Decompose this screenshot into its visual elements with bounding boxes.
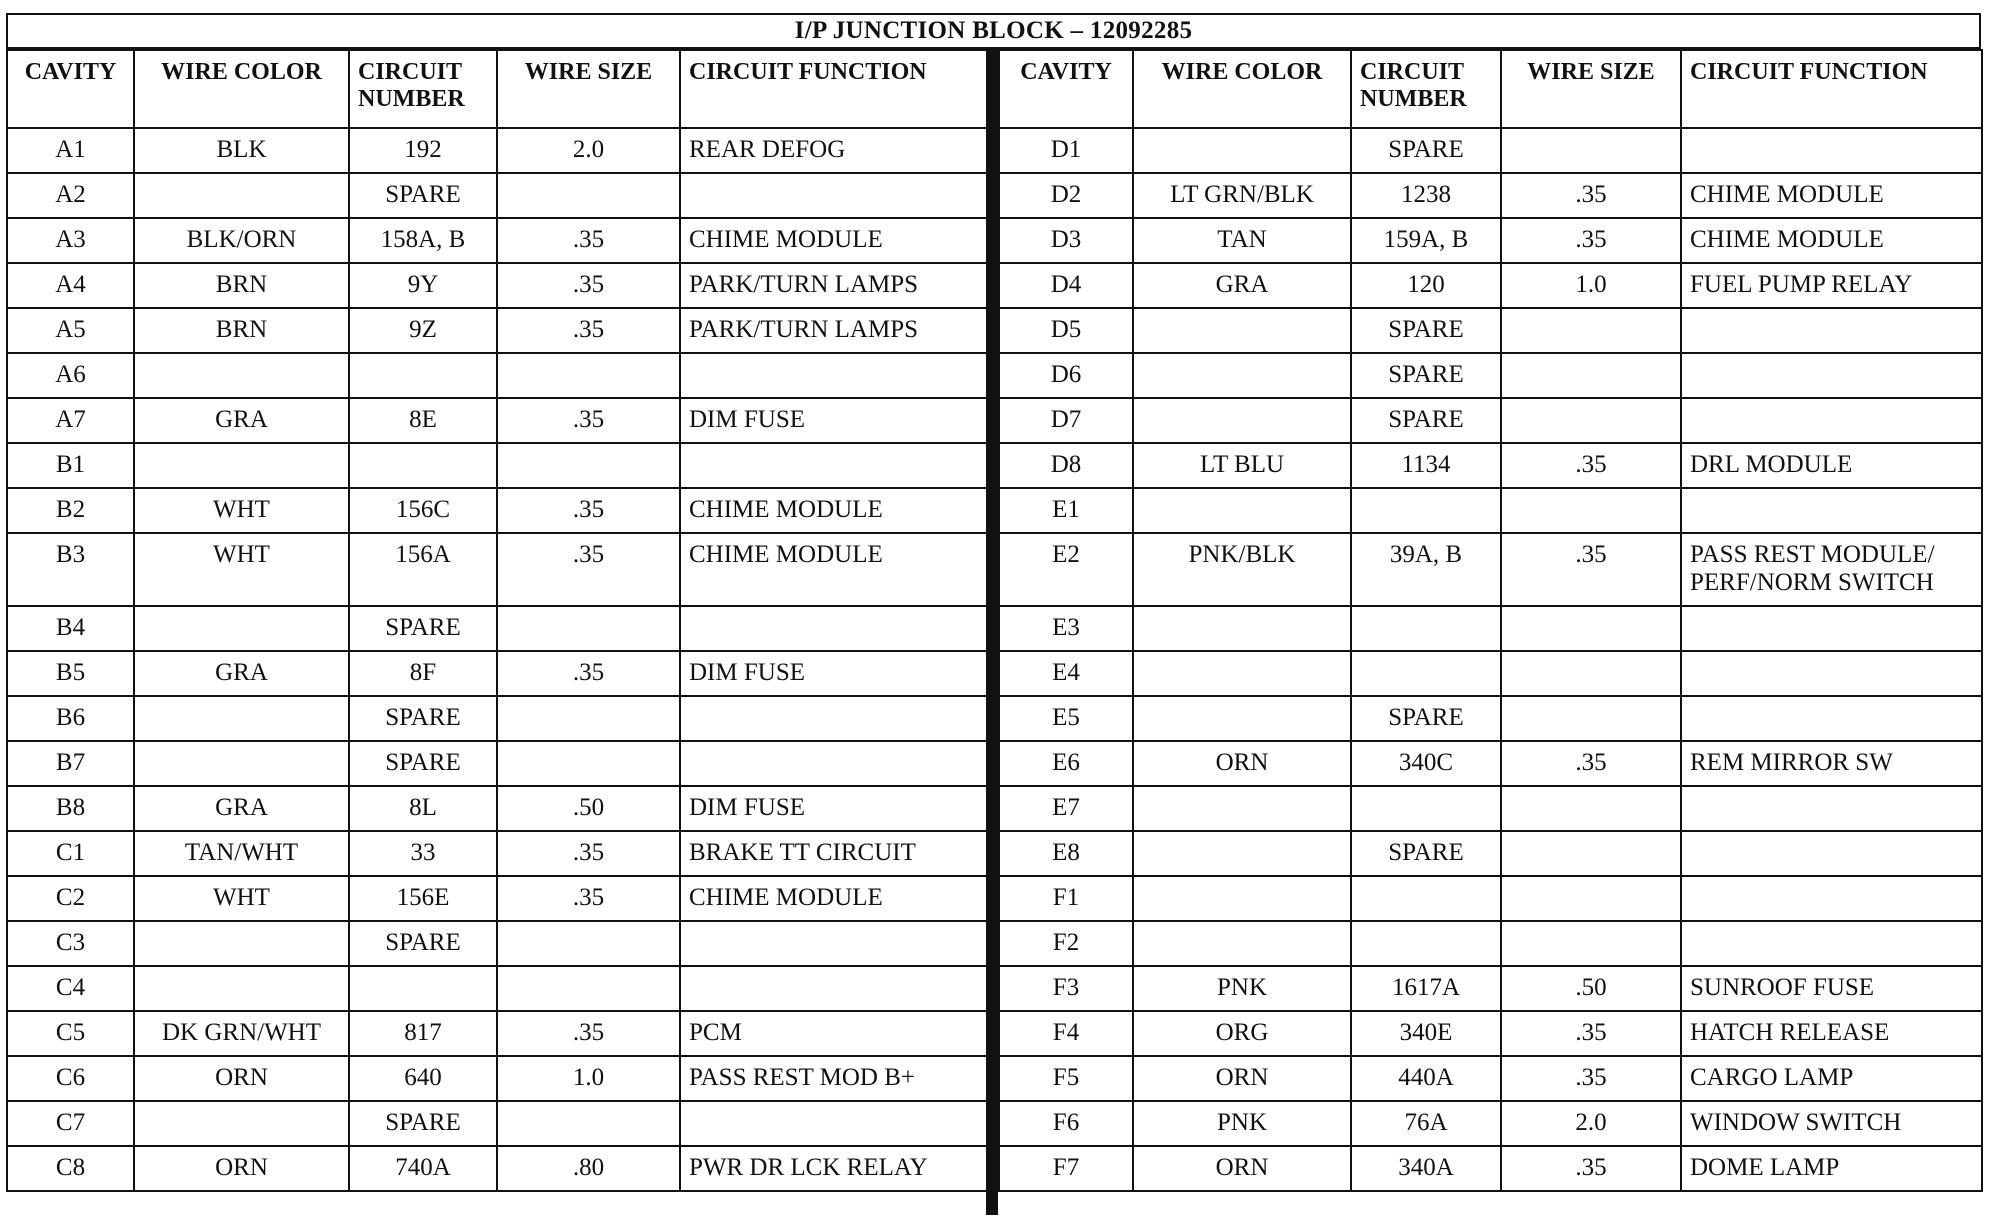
cell-wire-size: .35: [497, 308, 680, 353]
cell-wire-color: LT GRN/BLK: [1133, 173, 1351, 218]
cell-wire-color: [134, 696, 349, 741]
cell-circuit-function: [680, 173, 987, 218]
cell-wire-color: GRA: [1133, 263, 1351, 308]
cell-wire-size: [1501, 353, 1681, 398]
cell-circuit-function: REAR DEFOG: [680, 128, 987, 173]
cell-wire-color: LT BLU: [1133, 443, 1351, 488]
cell-circuit-number: 8F: [349, 651, 497, 696]
cell-wire-color: WHT: [134, 876, 349, 921]
cell-wire-size: [497, 966, 680, 1011]
cell-circuit-number: 158A, B: [349, 218, 497, 263]
cell-circuit-function: [1681, 831, 1982, 876]
cell-circuit-number: SPARE: [349, 741, 497, 786]
header-wire-size: WIRE SIZE: [1501, 50, 1681, 128]
cell-wire-size: [1501, 831, 1681, 876]
left-header-row: [7, 50, 987, 128]
cell-wire-size: .35: [497, 533, 680, 606]
cell-circuit-function: HATCH RELEASE: [1681, 1011, 1982, 1056]
cell-circuit-function: [1681, 876, 1982, 921]
cell-cavity: D4: [999, 263, 1133, 308]
cell-cavity: E7: [999, 786, 1133, 831]
cell-circuit-number: 33: [349, 831, 497, 876]
cell-cavity: B8: [7, 786, 134, 831]
cell-wire-color: [134, 1101, 349, 1146]
cell-circuit-function: PARK/TURN LAMPS: [680, 308, 987, 353]
cell-wire-color: WHT: [134, 533, 349, 606]
cell-circuit-number: SPARE: [1351, 308, 1501, 353]
header-wire-color: WIRE COLOR: [134, 50, 349, 128]
table-row: [7, 651, 987, 696]
cell-cavity: D2: [999, 173, 1133, 218]
cell-wire-color: ORN: [1133, 741, 1351, 786]
cell-cavity: E6: [999, 741, 1133, 786]
cell-wire-size: .35: [497, 263, 680, 308]
right-cavity-table-section: [998, 49, 1981, 1192]
cell-circuit-function: DIM FUSE: [680, 651, 987, 696]
cell-circuit-number: SPARE: [349, 1101, 497, 1146]
cell-cavity: E2: [999, 533, 1133, 606]
left-cavity-table: [6, 49, 988, 1192]
cell-wire-size: .35: [497, 651, 680, 696]
table-row: [999, 533, 1982, 606]
cell-cavity: C6: [7, 1056, 134, 1101]
cell-wire-size: 2.0: [1501, 1101, 1681, 1146]
cell-wire-color: [1133, 398, 1351, 443]
cell-cavity: E4: [999, 651, 1133, 696]
header-circuit-number: CIRCUIT NUMBER: [1351, 50, 1501, 128]
cell-wire-size: [497, 1101, 680, 1146]
cell-circuit-function: SUNROOF FUSE: [1681, 966, 1982, 1011]
cell-wire-color: GRA: [134, 786, 349, 831]
cell-circuit-function: [680, 966, 987, 1011]
cell-cavity: A5: [7, 308, 134, 353]
table-row: [7, 443, 987, 488]
cell-circuit-number: 9Z: [349, 308, 497, 353]
cell-circuit-function: [1681, 606, 1982, 651]
cell-circuit-number: 192: [349, 128, 497, 173]
cell-circuit-number: [1351, 651, 1501, 696]
cell-circuit-function: REM MIRROR SW: [1681, 741, 1982, 786]
center-divider: [986, 49, 998, 1215]
header-cavity: CAVITY: [999, 50, 1133, 128]
cell-cavity: E1: [999, 488, 1133, 533]
cell-cavity: D1: [999, 128, 1133, 173]
cell-cavity: F7: [999, 1146, 1133, 1191]
cell-circuit-function: [680, 921, 987, 966]
table-row: [999, 173, 1982, 218]
cell-circuit-number: 156A: [349, 533, 497, 606]
table-row: [999, 651, 1982, 696]
cell-circuit-function: WINDOW SWITCH: [1681, 1101, 1982, 1146]
cell-circuit-function: CHIME MODULE: [680, 488, 987, 533]
cell-wire-size: [1501, 488, 1681, 533]
cell-wire-size: [1501, 696, 1681, 741]
cell-wire-color: [1133, 128, 1351, 173]
cell-wire-size: [1501, 606, 1681, 651]
cell-circuit-function: CHIME MODULE: [680, 218, 987, 263]
cell-wire-color: [134, 966, 349, 1011]
cell-wire-color: [1133, 651, 1351, 696]
table-row: [999, 876, 1982, 921]
cell-wire-color: [1133, 488, 1351, 533]
cell-wire-color: [1133, 876, 1351, 921]
cell-wire-color: [1133, 921, 1351, 966]
table-row: [999, 1056, 1982, 1101]
header-wire-color: WIRE COLOR: [1133, 50, 1351, 128]
table-row: [999, 488, 1982, 533]
cell-cavity: A1: [7, 128, 134, 173]
cell-wire-size: [497, 921, 680, 966]
table-row: [999, 741, 1982, 786]
cell-cavity: D7: [999, 398, 1133, 443]
cell-wire-color: BRN: [134, 308, 349, 353]
cell-circuit-number: [1351, 786, 1501, 831]
right-cavity-table: [998, 49, 1983, 1192]
cell-wire-color: PNK/BLK: [1133, 533, 1351, 606]
cell-wire-color: ORN: [1133, 1146, 1351, 1191]
cell-cavity: C7: [7, 1101, 134, 1146]
cell-wire-color: [1133, 353, 1351, 398]
cell-wire-size: [497, 173, 680, 218]
header-circuit-function: CIRCUIT FUNCTION: [680, 50, 987, 128]
cell-wire-size: [1501, 921, 1681, 966]
cell-circuit-function: CARGO LAMP: [1681, 1056, 1982, 1101]
cell-circuit-function: PASS REST MOD B+: [680, 1056, 987, 1101]
cell-circuit-function: CHIME MODULE: [680, 876, 987, 921]
cell-wire-size: .35: [497, 218, 680, 263]
table-row: [7, 876, 987, 921]
cell-circuit-number: 340C: [1351, 741, 1501, 786]
cell-wire-color: ORN: [134, 1146, 349, 1191]
cell-cavity: F4: [999, 1011, 1133, 1056]
cell-wire-color: [1133, 308, 1351, 353]
cell-circuit-function: PWR DR LCK RELAY: [680, 1146, 987, 1191]
cell-circuit-number: SPARE: [349, 921, 497, 966]
cell-circuit-function: [680, 741, 987, 786]
cell-cavity: E3: [999, 606, 1133, 651]
cell-cavity: A7: [7, 398, 134, 443]
cell-wire-color: [134, 741, 349, 786]
cell-circuit-function: DIM FUSE: [680, 398, 987, 443]
table-row: [999, 1101, 1982, 1146]
cell-wire-color: BLK: [134, 128, 349, 173]
cell-circuit-function: [1681, 921, 1982, 966]
cell-circuit-function: [680, 1101, 987, 1146]
cell-cavity: F2: [999, 921, 1133, 966]
cell-wire-size: .35: [1501, 1011, 1681, 1056]
table-row: [7, 488, 987, 533]
table-row: [7, 966, 987, 1011]
cell-circuit-function: DRL MODULE: [1681, 443, 1982, 488]
table-row: [999, 921, 1982, 966]
cell-wire-size: [1501, 786, 1681, 831]
cell-wire-size: .35: [1501, 1146, 1681, 1191]
cell-circuit-number: SPARE: [349, 696, 497, 741]
table-row: [999, 831, 1982, 876]
cell-circuit-number: SPARE: [1351, 128, 1501, 173]
cell-cavity: A3: [7, 218, 134, 263]
right-table-body: [999, 128, 1982, 1191]
cell-wire-size: [497, 606, 680, 651]
cell-wire-color: [1133, 696, 1351, 741]
cell-cavity: E5: [999, 696, 1133, 741]
cell-cavity: B4: [7, 606, 134, 651]
cell-wire-size: [1501, 651, 1681, 696]
cell-cavity: B7: [7, 741, 134, 786]
cell-circuit-number: 156E: [349, 876, 497, 921]
cell-circuit-number: 76A: [1351, 1101, 1501, 1146]
cell-circuit-number: [349, 443, 497, 488]
table-row: [7, 533, 987, 606]
cell-wire-size: 1.0: [497, 1056, 680, 1101]
cell-wire-color: [134, 353, 349, 398]
cell-cavity: C8: [7, 1146, 134, 1191]
cell-circuit-function: [1681, 128, 1982, 173]
cell-wire-size: [1501, 308, 1681, 353]
table-row: [7, 1146, 987, 1191]
cell-cavity: D8: [999, 443, 1133, 488]
cell-circuit-number: 817: [349, 1011, 497, 1056]
cell-wire-color: ORG: [1133, 1011, 1351, 1056]
cell-wire-size: [497, 353, 680, 398]
cell-circuit-number: 1238: [1351, 173, 1501, 218]
table-row: [999, 353, 1982, 398]
cell-wire-color: GRA: [134, 651, 349, 696]
cell-wire-size: .35: [1501, 533, 1681, 606]
cell-circuit-number: [1351, 606, 1501, 651]
cell-circuit-function: CHIME MODULE: [1681, 218, 1982, 263]
cell-cavity: D6: [999, 353, 1133, 398]
table-row: [7, 606, 987, 651]
cell-circuit-function: [1681, 308, 1982, 353]
cell-cavity: F5: [999, 1056, 1133, 1101]
table-row: [7, 696, 987, 741]
cell-circuit-number: 159A, B: [1351, 218, 1501, 263]
cell-circuit-number: 39A, B: [1351, 533, 1501, 606]
cell-circuit-function: [1681, 696, 1982, 741]
cell-circuit-function: CHIME MODULE: [1681, 173, 1982, 218]
cell-wire-color: PNK: [1133, 1101, 1351, 1146]
header-wire-size: WIRE SIZE: [497, 50, 680, 128]
cell-wire-color: [1133, 831, 1351, 876]
cell-circuit-number: [1351, 488, 1501, 533]
cell-wire-size: 1.0: [1501, 263, 1681, 308]
cell-circuit-number: 440A: [1351, 1056, 1501, 1101]
header-cavity: CAVITY: [7, 50, 134, 128]
table-row: [999, 966, 1982, 1011]
cell-wire-size: [1501, 128, 1681, 173]
table-row: [7, 308, 987, 353]
cell-wire-color: [1133, 606, 1351, 651]
table-row: [7, 921, 987, 966]
cell-wire-size: .35: [1501, 741, 1681, 786]
table-row: [7, 353, 987, 398]
cell-circuit-function: [680, 696, 987, 741]
cell-wire-size: .35: [1501, 443, 1681, 488]
cell-cavity: F6: [999, 1101, 1133, 1146]
table-row: [7, 173, 987, 218]
cell-cavity: B5: [7, 651, 134, 696]
table-row: [7, 1056, 987, 1101]
cell-circuit-number: 740A: [349, 1146, 497, 1191]
table-row: [999, 696, 1982, 741]
table-row: [7, 1101, 987, 1146]
cell-circuit-function: DIM FUSE: [680, 786, 987, 831]
table-title: I/P JUNCTION BLOCK – 12092285: [6, 13, 1981, 49]
cell-wire-size: .50: [497, 786, 680, 831]
cell-wire-color: PNK: [1133, 966, 1351, 1011]
cell-circuit-number: SPARE: [1351, 398, 1501, 443]
cell-wire-color: [134, 606, 349, 651]
cell-wire-size: .80: [497, 1146, 680, 1191]
cell-circuit-number: 1134: [1351, 443, 1501, 488]
cell-circuit-number: [349, 966, 497, 1011]
cell-circuit-number: 340E: [1351, 1011, 1501, 1056]
cell-circuit-number: [1351, 921, 1501, 966]
cell-cavity: C4: [7, 966, 134, 1011]
cell-circuit-number: SPARE: [349, 606, 497, 651]
cell-circuit-number: [1351, 876, 1501, 921]
cell-circuit-function: [1681, 786, 1982, 831]
cell-circuit-function: PASS REST MODULE/ PERF/NORM SWITCH: [1681, 533, 1982, 606]
cell-wire-size: [1501, 398, 1681, 443]
cell-circuit-number: 9Y: [349, 263, 497, 308]
cell-cavity: C1: [7, 831, 134, 876]
cell-cavity: B2: [7, 488, 134, 533]
table-row: [999, 263, 1982, 308]
cell-wire-color: BLK/ORN: [134, 218, 349, 263]
cell-wire-color: WHT: [134, 488, 349, 533]
cell-wire-size: .35: [497, 398, 680, 443]
table-row: [7, 786, 987, 831]
cell-circuit-number: [349, 353, 497, 398]
table-row: [7, 218, 987, 263]
cell-cavity: D3: [999, 218, 1133, 263]
cell-circuit-function: DOME LAMP: [1681, 1146, 1982, 1191]
left-table-body: [7, 128, 987, 1191]
cell-wire-size: .35: [497, 488, 680, 533]
cell-circuit-function: [680, 443, 987, 488]
cell-wire-size: [1501, 876, 1681, 921]
cell-circuit-number: SPARE: [349, 173, 497, 218]
cell-wire-color: TAN: [1133, 218, 1351, 263]
cell-cavity: D5: [999, 308, 1133, 353]
cell-circuit-function: PARK/TURN LAMPS: [680, 263, 987, 308]
cell-wire-color: ORN: [134, 1056, 349, 1101]
cell-wire-color: [1133, 786, 1351, 831]
cell-circuit-function: [1681, 353, 1982, 398]
cell-circuit-number: 8L: [349, 786, 497, 831]
cell-wire-size: .50: [1501, 966, 1681, 1011]
table-row: [999, 1146, 1982, 1191]
left-cavity-table-section: [6, 49, 986, 1192]
cell-circuit-number: 156C: [349, 488, 497, 533]
cell-wire-size: .35: [1501, 1056, 1681, 1101]
cell-cavity: C3: [7, 921, 134, 966]
cell-circuit-number: 640: [349, 1056, 497, 1101]
cell-cavity: B3: [7, 533, 134, 606]
cell-wire-color: [134, 173, 349, 218]
header-circuit-function: CIRCUIT FUNCTION: [1681, 50, 1982, 128]
cell-wire-color: TAN/WHT: [134, 831, 349, 876]
table-row: [7, 831, 987, 876]
cell-circuit-function: [1681, 651, 1982, 696]
table-row: [999, 128, 1982, 173]
cell-circuit-function: CHIME MODULE: [680, 533, 987, 606]
cell-wire-size: [497, 696, 680, 741]
cell-wire-size: .35: [497, 831, 680, 876]
cell-wire-color: [134, 921, 349, 966]
cell-cavity: F1: [999, 876, 1133, 921]
cell-wire-size: .35: [497, 876, 680, 921]
cell-circuit-function: FUEL PUMP RELAY: [1681, 263, 1982, 308]
cell-cavity: C5: [7, 1011, 134, 1056]
cell-circuit-number: SPARE: [1351, 353, 1501, 398]
junction-block-sheet: [6, 13, 1983, 1213]
table-row: [999, 398, 1982, 443]
cell-circuit-number: 120: [1351, 263, 1501, 308]
cell-circuit-function: [680, 606, 987, 651]
table-row: [7, 128, 987, 173]
cell-cavity: B1: [7, 443, 134, 488]
cell-cavity: E8: [999, 831, 1133, 876]
cell-cavity: A6: [7, 353, 134, 398]
table-row: [999, 218, 1982, 263]
table-row: [999, 1011, 1982, 1056]
table-row: [7, 398, 987, 443]
cell-wire-color: [134, 443, 349, 488]
cell-wire-color: BRN: [134, 263, 349, 308]
cell-wire-size: .35: [1501, 173, 1681, 218]
table-row: [999, 443, 1982, 488]
cell-wire-size: .35: [1501, 218, 1681, 263]
cell-circuit-function: [680, 353, 987, 398]
cell-circuit-function: PCM: [680, 1011, 987, 1056]
cell-wire-size: .35: [497, 1011, 680, 1056]
table-row: [7, 1011, 987, 1056]
cell-circuit-function: BRAKE TT CIRCUIT: [680, 831, 987, 876]
table-row: [7, 263, 987, 308]
cell-cavity: F3: [999, 966, 1133, 1011]
cell-cavity: A2: [7, 173, 134, 218]
table-row: [7, 741, 987, 786]
table-row: [999, 606, 1982, 651]
cell-wire-color: DK GRN/WHT: [134, 1011, 349, 1056]
cell-wire-color: GRA: [134, 398, 349, 443]
cell-circuit-function: [1681, 488, 1982, 533]
cell-wire-size: [497, 741, 680, 786]
cell-wire-size: [497, 443, 680, 488]
cell-circuit-number: 8E: [349, 398, 497, 443]
cell-circuit-number: SPARE: [1351, 831, 1501, 876]
cell-wire-size: 2.0: [497, 128, 680, 173]
cell-cavity: C2: [7, 876, 134, 921]
cell-circuit-number: 340A: [1351, 1146, 1501, 1191]
cell-cavity: A4: [7, 263, 134, 308]
cell-wire-color: ORN: [1133, 1056, 1351, 1101]
table-row: [999, 308, 1982, 353]
cell-circuit-number: 1617A: [1351, 966, 1501, 1011]
cell-circuit-function: [1681, 398, 1982, 443]
cell-cavity: B6: [7, 696, 134, 741]
right-header-row: [999, 50, 1982, 128]
cell-circuit-number: SPARE: [1351, 696, 1501, 741]
table-row: [999, 786, 1982, 831]
header-circuit-number: CIRCUIT NUMBER: [349, 50, 497, 128]
